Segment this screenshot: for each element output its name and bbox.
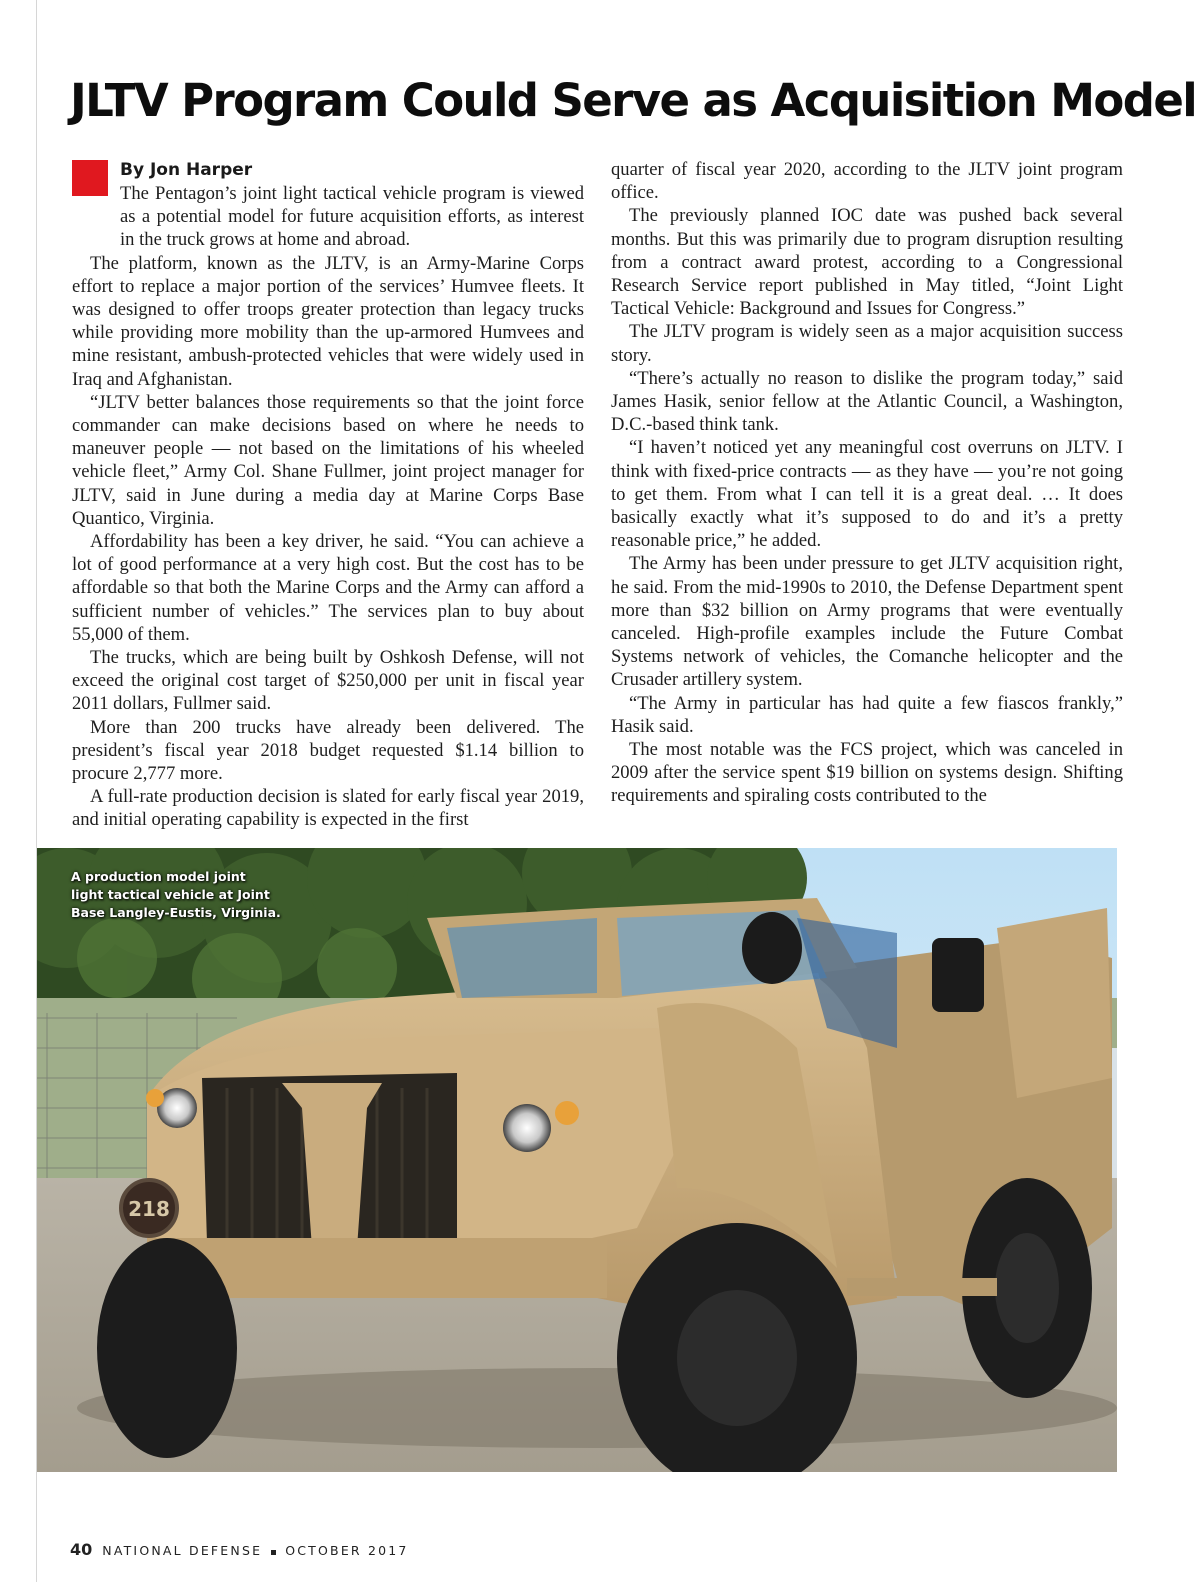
paragraph: quarter of fiscal year 2020, according to the JLTV joint program office. bbox=[611, 159, 1123, 204]
front-left-tire bbox=[97, 1238, 237, 1458]
vehicle-illustration bbox=[37, 848, 1117, 1472]
paragraph: The previously planned IOC date was pushed back several months. But this was primarily due to program disruption resulting from a contract award protest, according to a Congressional Research Service report published in May titled, “Joint Light Tactical Vehicle: Background and Issues for Congress.” bbox=[611, 205, 1123, 320]
paragraph: “The Army in particular has had quite a few fiascos frankly,” Hasik said. bbox=[611, 692, 1123, 737]
right-turn-signal bbox=[555, 1101, 579, 1125]
paragraph: The trucks, which are being built by Oshkosh Defense, will not exceed the original cost target of $250,000 per unit in fiscal year 2011 dollars, Fullmer said. bbox=[72, 647, 584, 715]
red-square-marker bbox=[72, 160, 108, 196]
paragraph: More than 200 trucks have already been delivered. The president’s fiscal year 2018 budget requested $1.14 billion to procure 2,777 more. bbox=[72, 716, 584, 785]
paragraph: The platform, known as the JLTV, is an Army-Marine Corps effort to replace a major portion of the services’ Humvee fleets. It was designed to offer troops greater protection than legacy trucks while providing more mobility than the up-armored Humvees and mine resistant, ambush-protected vehicles that were widely used in Iraq and Afghanistan. bbox=[72, 252, 584, 390]
paragraph: The most notable was the FCS project, which was canceled in 2009 after the service spent $19 billion on systems design. Shifting requirements and spiraling costs contributed to the bbox=[611, 739, 1123, 807]
side-step bbox=[847, 1278, 997, 1296]
paragraph: “JLTV better balances those requirements so that the joint force commander can make decisions based on where he needs to maneuver people — not based on the limitations of his wheeled vehicle fleet,” Army Col. Shane Fullmer, joint project manager for JLTV, said in June during a media day at Marine Corps Base Quantico, Virginia. bbox=[72, 391, 584, 529]
right-text-column bbox=[611, 158, 1123, 808]
byline: By Jon Harper bbox=[120, 160, 253, 180]
rear-right-wheel-rim bbox=[995, 1233, 1059, 1343]
photo-caption: A production model joint light tactical vehicle at Joint Base Langley-Eustis, Virginia. bbox=[71, 869, 281, 920]
publication-name: NATIONAL DEFENSE bbox=[102, 1543, 263, 1558]
paragraph: Affordability has been a key driver, he said. “You can achieve a lot of good performance at a very high cost. But the cost has to be affordable so that both the Marine Corps and the Army can afford a sufficient number of vehicles.” The services plan to buy about 55,000 of them. bbox=[72, 531, 584, 645]
page-footer bbox=[70, 1540, 409, 1562]
paragraph: The Pentagon’s joint light tactical vehicle program is viewed as a potential model for future acquisition efforts, as interest in the truck grows at home and abroad. bbox=[120, 183, 584, 251]
left-text-column bbox=[72, 158, 584, 832]
left-turn-signal bbox=[146, 1089, 164, 1107]
paragraph: The Army has been under pressure to get JLTV acquisition right, he said. From the mid-1990s to 2010, the Defense Department spent more than $32 billion on Army programs that were eventually canceled. High-profile examples include the Future Combat Systems network of vehicles, the Comanche helicopter and the Crusader artillery system. bbox=[611, 553, 1123, 691]
rear-rack bbox=[997, 908, 1112, 1098]
page-number: 40 bbox=[70, 1540, 93, 1559]
paragraph: “I haven’t noticed yet any meaningful cost overruns on JLTV. I think with fixed-price contracts — as they have — you’re not going to get them. From what I can tell it is a great deal. … It does basically exactly what it’s supposed to do and it’s a pretty reasonable price,” he added. bbox=[611, 437, 1123, 552]
article-headline: JLTV Program Could Serve as Acquisition Model bbox=[70, 74, 1197, 127]
left-windshield bbox=[447, 918, 597, 998]
footer-separator bbox=[271, 1550, 276, 1555]
left-side-mirror bbox=[742, 912, 802, 984]
plate-number: 218 bbox=[128, 1197, 170, 1221]
right-side-mirror bbox=[932, 938, 984, 1012]
paragraph: “There’s actually no reason to dislike the program today,” said James Hasik, senior fellow at the Atlantic Council, a Washington, D.C.-based think tank. bbox=[611, 367, 1123, 436]
issue-date: OCTOBER 2017 bbox=[285, 1543, 409, 1558]
paragraph: A full-rate production decision is slated for early fiscal year 2019, and initial operating capability is expected in the first bbox=[72, 786, 584, 831]
right-headlight bbox=[503, 1104, 551, 1152]
front-right-wheel-rim bbox=[677, 1290, 797, 1426]
paragraph: The JLTV program is widely seen as a major acquisition success story. bbox=[611, 321, 1123, 366]
jltv-vehicle-photo bbox=[37, 848, 1117, 1472]
byline-block bbox=[72, 158, 584, 252]
